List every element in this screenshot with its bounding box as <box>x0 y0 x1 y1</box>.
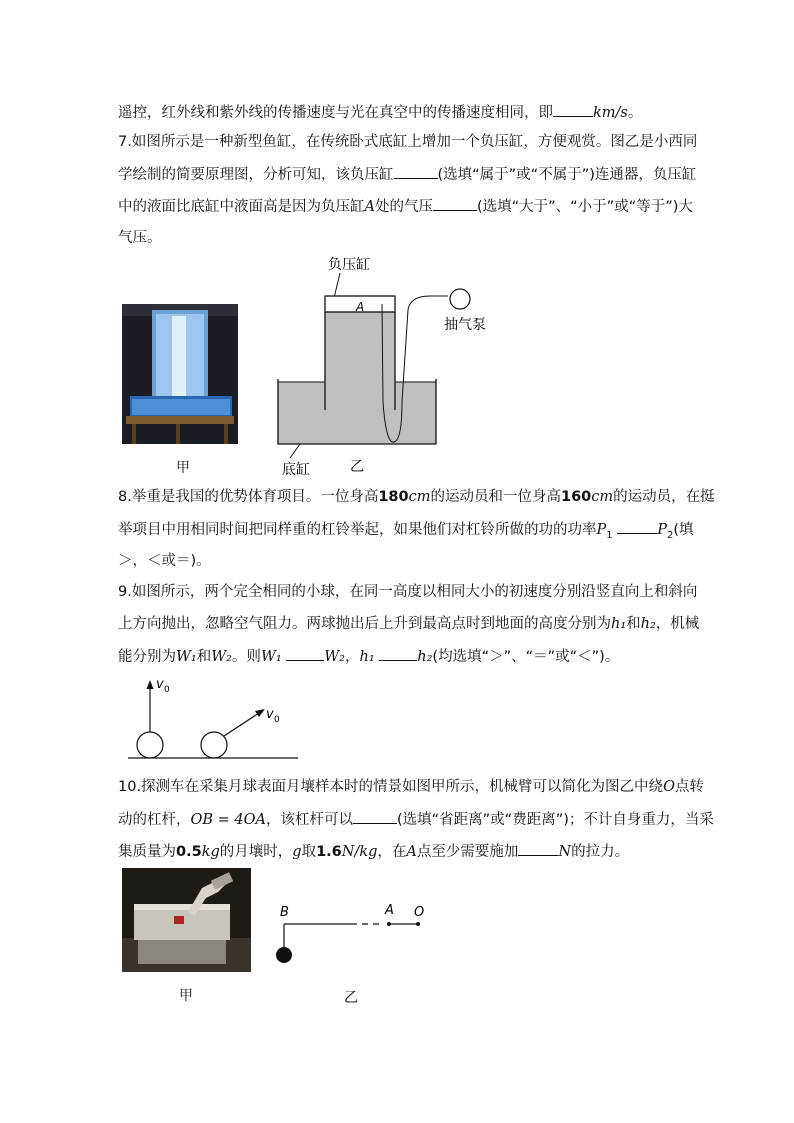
label-bottom-tank: 底缸 <box>282 462 310 478</box>
q8-line-3 <box>118 551 211 571</box>
q8-text: (填 <box>673 522 694 538</box>
answer-blank[interactable] <box>379 646 417 661</box>
var-h1: h₁ <box>611 616 627 632</box>
q7-text: 7.如图所示是一种新型鱼缸，在传统卧式底缸上增加一个负压缸，方便观赏。图乙是小西同 <box>118 134 698 150</box>
label-a: A <box>385 903 394 918</box>
var-p2: P <box>657 522 668 538</box>
unit-label: N/kg <box>341 844 378 860</box>
q9-text: ， <box>344 649 360 665</box>
q9-line-2 <box>118 614 699 634</box>
q9-line-1 <box>118 582 697 602</box>
q7-text: (选填“大于”、“小于”或“等于”)大 <box>476 199 693 215</box>
point-a-label: A <box>356 300 365 314</box>
v0-sub: 0 <box>274 715 280 725</box>
q7-line-4 <box>118 228 162 248</box>
label-negative-pressure-tank: 负压缸 <box>328 257 370 273</box>
fish-tank-photo <box>122 304 238 444</box>
lunar-rover-photo <box>122 868 251 972</box>
var-w2: W₂ <box>324 649 345 665</box>
q9-text: 。则 <box>231 649 261 665</box>
point-o <box>416 922 420 926</box>
q7-text: (选填“属于”或“不属于”)连通器，负压缸 <box>437 167 697 183</box>
var-g: g <box>292 844 302 860</box>
q9-line-3 <box>118 646 619 667</box>
q10-text: 取 <box>301 844 317 860</box>
answer-blank[interactable] <box>518 841 558 856</box>
var-a: A <box>406 844 417 860</box>
equation: OB = 4OA <box>190 812 266 828</box>
q6-text: 遥控，红外线和紫外线的传播速度与光在真空中的传播速度相同，即 <box>118 105 553 121</box>
q10-text: 集质量为 <box>118 844 176 860</box>
pump-circle <box>450 289 470 309</box>
var-o: O <box>663 779 675 795</box>
caption-jia: 甲 <box>179 988 193 1004</box>
q9-text: (均选填“＞”、“＝”或“＜”)。 <box>432 649 620 665</box>
point-a <box>387 922 391 926</box>
caption-yi: 乙 <box>344 990 358 1006</box>
var-w1: W₁ <box>260 649 282 665</box>
lever-diagram <box>272 896 432 1006</box>
q9-text: 能分别为 <box>118 649 176 665</box>
var-h1: h₁ <box>359 649 375 665</box>
q10-line-3 <box>118 841 629 862</box>
sub-1: 1 <box>606 529 613 541</box>
q7-text: 学绘制的简要原理图，分析可知，该负压缸 <box>118 167 394 183</box>
answer-blank[interactable] <box>353 809 397 824</box>
unit-label: km/s <box>593 105 628 121</box>
v0-sub: 0 <box>164 685 170 695</box>
q10-text: 10.探测车在采集月球表面月壤样本时的情景如图甲所示，机械臂可以简化为图乙中绕 <box>118 779 664 795</box>
unit-label: N <box>558 844 572 860</box>
ball-vertical <box>137 732 163 758</box>
q8-text: 举项目中用相同时间把同样重的杠铃举起，如果他们对杠铃所做的功的功率 <box>118 522 597 538</box>
unit-label: cm <box>408 489 431 505</box>
answer-blank[interactable] <box>286 646 324 661</box>
var-h2: h₂ <box>417 649 433 665</box>
q10-text: ，在 <box>377 844 407 860</box>
caption-yi: 乙 <box>350 459 364 475</box>
q10-text: 的月壤时， <box>219 844 293 860</box>
q8-line-1 <box>118 487 715 507</box>
var-w1: W₁ <box>176 649 197 665</box>
unit-label: kg <box>201 844 220 860</box>
q7-line-2 <box>118 164 696 185</box>
q9-text: 和 <box>196 649 212 665</box>
g-value: 1.6 <box>316 844 342 860</box>
var-a: A <box>364 199 375 215</box>
caption-jia: 甲 <box>176 460 190 476</box>
q8-text: ＞，＜或＝)。 <box>118 553 211 569</box>
q9-text: 和 <box>626 616 641 632</box>
var-p1: P <box>596 522 607 538</box>
label-pump: 抽气泵 <box>444 317 486 333</box>
sub-2: 2 <box>667 529 674 541</box>
height-value: 180 <box>378 489 409 505</box>
load-ball <box>276 947 292 963</box>
q7-line-1 <box>118 132 697 152</box>
mass-value: 0.5 <box>176 844 202 860</box>
v0-label-vertical: v <box>156 677 164 692</box>
q10-text: 的拉力。 <box>571 844 630 860</box>
q8-text: 的运动员，在挺 <box>613 489 715 505</box>
q8-text: 8.举重是我国的优势体育项目。一位身高 <box>118 489 379 505</box>
label-b: B <box>280 905 289 920</box>
q7-text: 处的气压 <box>374 199 433 215</box>
answer-blank[interactable] <box>553 102 593 117</box>
q8-text: 的运动员和一位身高 <box>430 489 561 505</box>
answer-blank[interactable] <box>617 519 657 534</box>
answer-blank[interactable] <box>433 196 477 211</box>
q10-line-2 <box>118 809 714 830</box>
q9-text: ，机械 <box>655 616 700 632</box>
q10-text: (选填“省距离”或“费距离”)；不计自身重力，当采 <box>397 812 714 828</box>
q6-end: 。 <box>627 105 643 121</box>
var-h2: h₂ <box>640 616 656 632</box>
q10-text: 点至少需要施加 <box>416 844 519 860</box>
q9-text: 上方向抛出，忽略空气阻力。两球抛出后上升到最高点时到地面的高度分别为 <box>118 616 611 632</box>
q7-text: 中的液面比底缸中液面高是因为负压缸 <box>118 199 365 215</box>
q7-line-3 <box>118 196 693 217</box>
negative-pressure-diagram <box>270 252 500 482</box>
unit-label: cm <box>591 489 614 505</box>
var-w2: W₂ <box>211 649 232 665</box>
height-value: 160 <box>561 489 592 505</box>
q8-line-2 <box>118 519 694 546</box>
q7-text: 气压。 <box>118 230 162 246</box>
q10-text: ，该杠杆可以 <box>266 812 353 828</box>
v0-label-oblique: v <box>266 707 274 722</box>
q10-text: 点转 <box>674 779 704 795</box>
label-o: O <box>414 905 425 920</box>
ball-oblique <box>201 732 227 758</box>
q10-line-1 <box>118 777 704 797</box>
projectile-diagram <box>128 672 298 762</box>
q10-text: 动的杠杆， <box>118 812 191 828</box>
answer-blank[interactable] <box>394 164 438 179</box>
q9-text: 9.如图所示，两个完全相同的小球，在同一高度以相同大小的初速度分别沿竖直向上和斜向 <box>118 584 698 600</box>
q6-tail-line <box>118 102 642 123</box>
